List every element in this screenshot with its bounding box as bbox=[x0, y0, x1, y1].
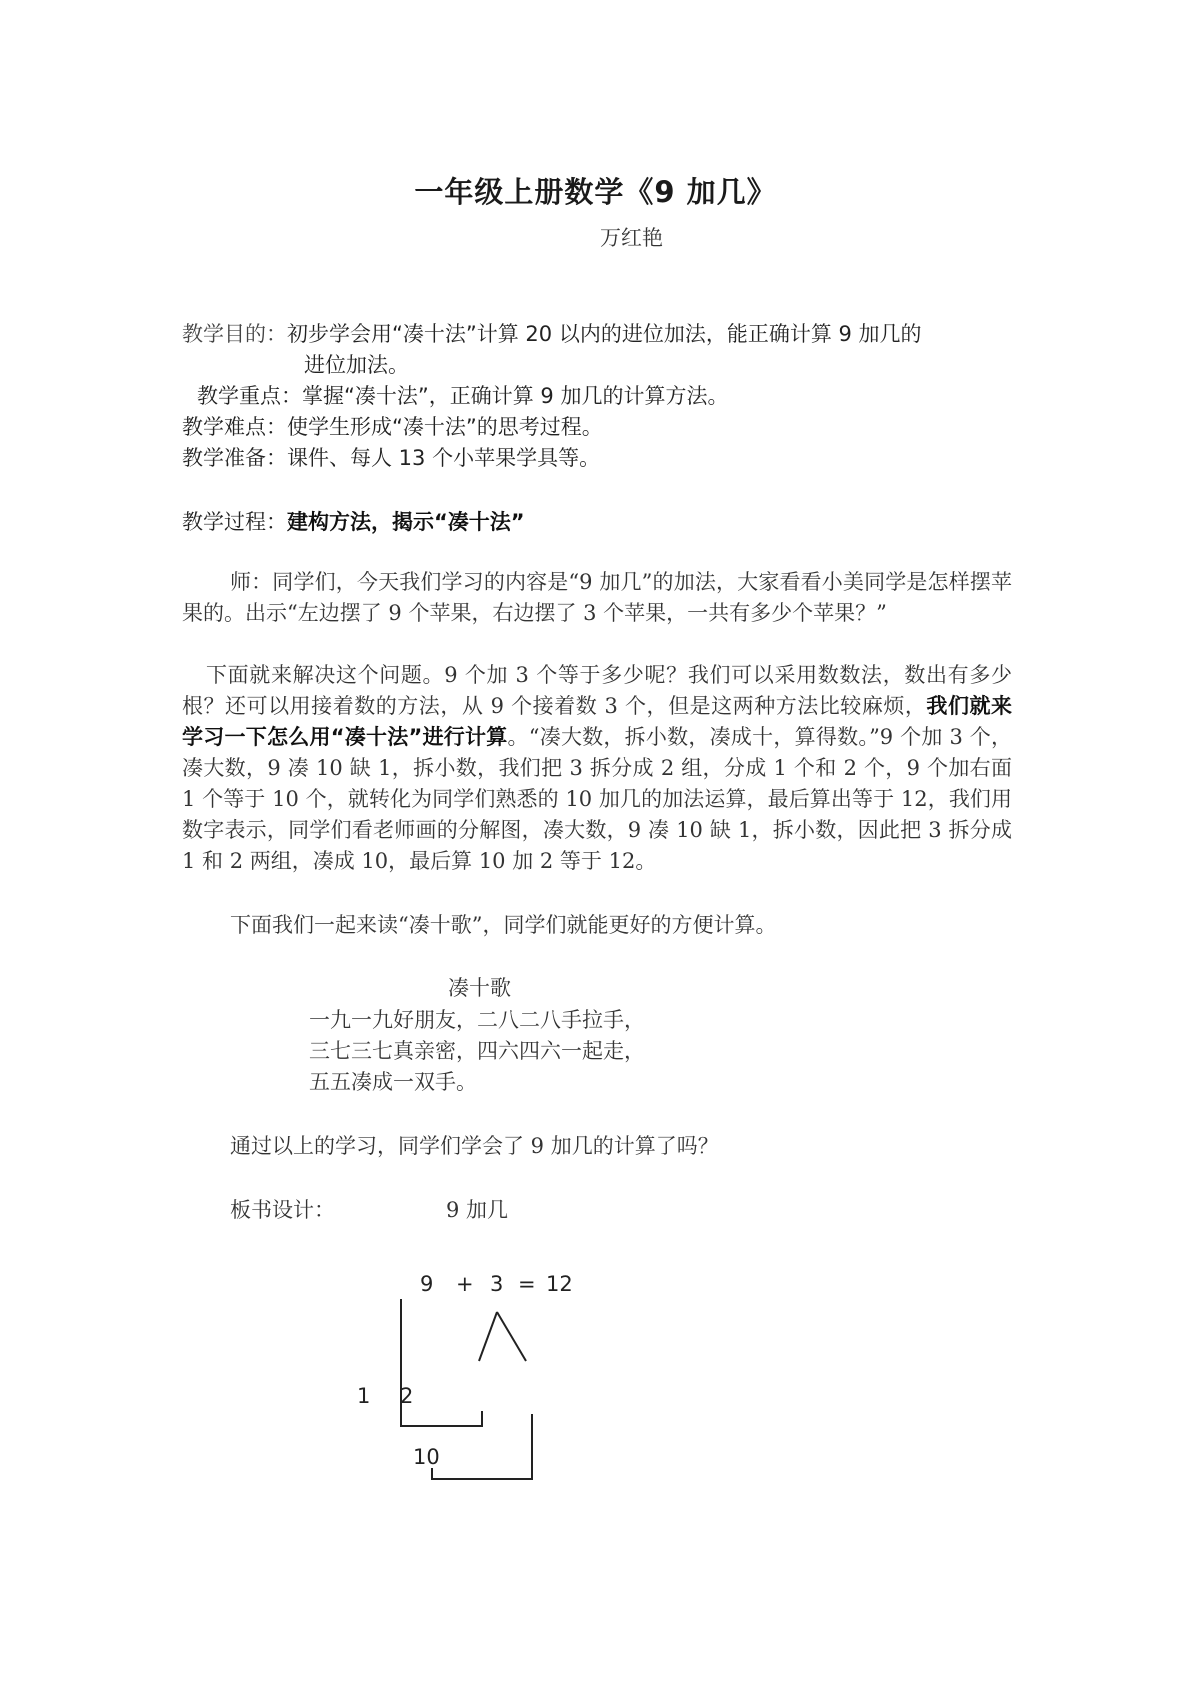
split-line-left bbox=[479, 1312, 497, 1361]
diagram-plus: + bbox=[456, 1272, 474, 1296]
diagram-nine: 9 bbox=[420, 1272, 434, 1296]
diagram-two: 2 bbox=[400, 1384, 414, 1408]
process-label: 教学过程： bbox=[182, 510, 287, 534]
difficulty-text: 使学生形成“凑十法”的思考过程。 bbox=[287, 415, 603, 439]
paragraph-teacher-intro: 师：同学们，今天我们学习的内容是“9 加几”的加法，大家看看小美同学是怎样摆苹果的。出示“左边摆了 9 个苹果，右边摆了 3 个苹果，一共有多少个苹果？” bbox=[182, 570, 1012, 625]
split-line-right bbox=[497, 1312, 526, 1361]
bracket-nine-plus-one bbox=[401, 1299, 482, 1426]
key-point-label: 教学重点： bbox=[197, 384, 302, 408]
song-line-1: 一九一九好朋友，二八二八手拉手， bbox=[309, 1008, 645, 1032]
paragraph-song-intro: 下面我们一起来读“凑十歌”，同学们就能更好的方便计算。 bbox=[230, 913, 777, 937]
preparation-text: 课件、每人 13 个小苹果学具等。 bbox=[287, 446, 601, 470]
song-line-3: 五五凑成一双手。 bbox=[309, 1070, 477, 1094]
diagram-equals: = bbox=[518, 1272, 536, 1296]
goal-text-line2: 进位加法。 bbox=[304, 353, 409, 377]
diagram-twelve: 12 bbox=[546, 1272, 573, 1296]
board-label: 板书设计： bbox=[230, 1198, 335, 1222]
paragraph-method-part1: 下面就来解决这个问题。9 个加 3 个等于多少呢？我们可以采用数数法，数出有多少根？还可以用接着数的方法，从 9 个接着数 3 个，但是这两种方法比较麻烦， bbox=[182, 663, 1012, 718]
key-point-text: 掌握“凑十法”，正确计算 9 加几的计算方法。 bbox=[302, 384, 729, 408]
document-title: 一年级上册数学《9 加几》 bbox=[414, 175, 777, 209]
goal-text-line1: 初步学会用“凑十法”计算 20 以内的进位加法，能正确计算 9 加几的 bbox=[287, 322, 922, 346]
difficulty-label: 教学难点： bbox=[182, 415, 287, 439]
preparation-label: 教学准备： bbox=[182, 446, 287, 470]
diagram-three: 3 bbox=[490, 1272, 504, 1296]
board-title: 9 加几 bbox=[446, 1198, 509, 1222]
paragraph-method-bold: 我们就来学习一下怎么用“凑十法”进行计算 bbox=[182, 694, 1013, 749]
paragraph-method-part2: 。“凑大数，拆小数，凑成十，算得数。”9 个加 3 个，凑大数，9 凑 10 缺 1，拆小数，我们把 3 拆分成 2 组，分成 1 个和 2 个，9 个加右面 1 个等于 10 个，就转化为同学们熟悉的 10 加几的加法运算，最后算出等于 12，我们用数字表示，同学们看老师画的分解图，凑大数，9 凑 10 缺 1，拆小数，因此把 3 拆分成 1 和 2 两组，凑成 10，最后算 10 加 2 等于 12。 bbox=[182, 725, 1013, 873]
author-name: 万红艳 bbox=[600, 226, 663, 250]
diagram-one: 1 bbox=[357, 1384, 371, 1408]
process-heading: 建构方法，揭示“凑十法” bbox=[287, 510, 525, 534]
song-line-2: 三七三七真亲密，四六四六一起走， bbox=[309, 1039, 645, 1063]
diagram-ten: 10 bbox=[413, 1445, 440, 1469]
song-title: 凑十歌 bbox=[448, 976, 511, 1000]
goal-label: 教学目的： bbox=[182, 322, 287, 346]
closing-question: 通过以上的学习，同学们学会了 9 加几的计算了吗？ bbox=[230, 1134, 719, 1158]
